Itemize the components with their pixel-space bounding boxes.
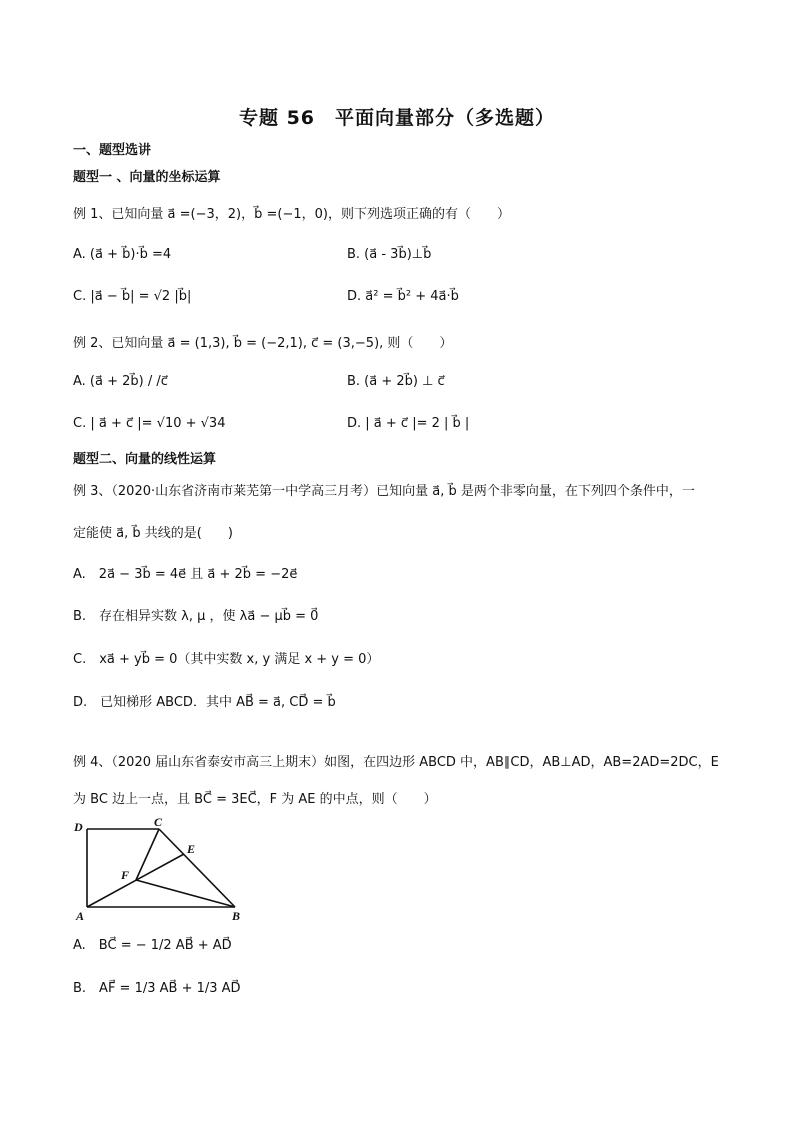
example-1-option-b: B. (a⃗ - 3b⃗)⊥b⃗	[347, 247, 432, 262]
segment-ae	[87, 854, 184, 907]
label-f: F	[121, 868, 130, 882]
example-1-option-c: C. |a⃗ − b⃗| = √2 |b⃗|	[73, 289, 192, 304]
example-2-option-a: A. (a⃗ + 2b⃗) / /c⃗	[73, 374, 168, 389]
example-2-stem: 例 2、已知向量 a⃗ = (1,3), b⃗ = (−2,1), c⃗ = (3,−5), 则（ ）	[73, 336, 453, 351]
example-4-stem-line1: 例 4、（2020 届山东省泰安市高三上期末）如图，在四边形 ABCD 中，AB∥CD，AB⊥AD，AB=2AD=2DC，E	[73, 755, 719, 770]
example-3-option-c: C. xa⃗ + yb⃗ = 0（其中实数 x, y 满足 x + y = 0）	[73, 652, 380, 667]
label-c: C	[154, 816, 163, 829]
example-2-option-c: C. | a⃗ + c⃗ |= √10 + √34	[73, 416, 226, 431]
example-3-option-b: B. 存在相异实数 λ, μ ，使 λa⃗ − μb⃗ = 0⃗	[73, 609, 319, 624]
type-heading-2: 题型二、向量的线性运算	[73, 452, 217, 467]
label-a: A	[76, 909, 85, 923]
example-2-option-b: B. (a⃗ + 2b⃗) ⊥ c⃗	[347, 374, 445, 389]
side-bc	[159, 829, 235, 907]
example-1-option-d: D. a⃗² = b⃗² + 4a⃗·b⃗	[347, 289, 459, 304]
example-3-option-a: A. 2a⃗ − 3b⃗ = 4e⃗ 且 a⃗ + 2b⃗ = −2e⃗	[73, 567, 298, 582]
segment-cf	[136, 829, 159, 880]
segment-fb	[136, 880, 235, 907]
label-b: B	[232, 909, 241, 923]
example-4-option-a: A. BC⃗ = − 1/2 AB⃗ + AD⃗	[73, 938, 232, 953]
example-3-stem-line2: 定能使 a⃗, b⃗ 共线的是( )	[73, 526, 233, 541]
example-4-stem-line2: 为 BC 边上一点，且 BC⃗ = 3EC⃗，F 为 AE 的中点，则（ ）	[73, 792, 437, 807]
example-1-option-a: A. (a⃗ + b⃗)·b⃗ =4	[73, 247, 172, 262]
example-2-option-d: D. | a⃗ + c⃗ |= 2 | b⃗ |	[347, 416, 470, 431]
type-heading-1: 题型一 、向量的坐标运算	[73, 170, 221, 185]
label-e: E	[187, 842, 196, 856]
label-d: D	[74, 820, 83, 834]
example-1-stem: 例 1、已知向量 a⃗ =(−3，2)，b⃗ =(−1，0)，则下列选项正确的有（ ）	[73, 207, 510, 222]
example-4-option-b: B. AF⃗ = 1/3 AB⃗ + 1/3 AD⃗	[73, 981, 241, 996]
page-title: 专题 56 平面向量部分（多选题）	[238, 107, 556, 129]
quadrilateral-figure	[70, 816, 260, 926]
example-3-option-d: D. 已知梯形 ABCD．其中 AB⃗ = a⃗, CD⃗ = b⃗	[73, 695, 336, 710]
example-3-stem-line1: 例 3、（2020·山东省济南市莱芜第一中学高三月考）已知向量 a⃗, b⃗ 是两个非零向量，在下列四个条件中，一	[73, 484, 695, 499]
section-heading: 一、题型选讲	[73, 143, 152, 158]
